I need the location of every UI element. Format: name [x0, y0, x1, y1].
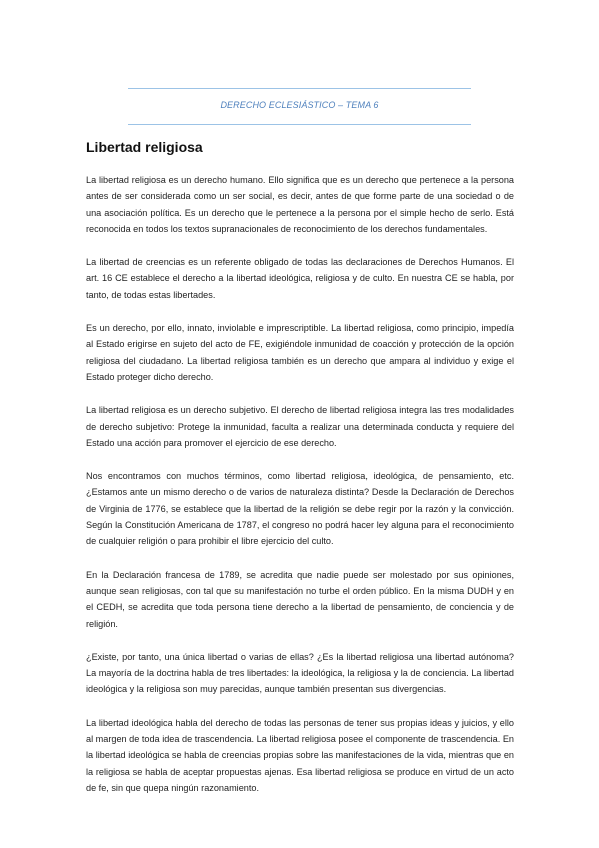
paragraph: La libertad religiosa es un derecho subjetivo. El derecho de libertad religiosa integra las tres modalidades de derecho subjetivo: Protege la inmunidad, faculta a realizar una determinada conducta y requiere del Estado una acción para promover el ejercicio de ese derecho.: [86, 405, 514, 448]
paragraph: La libertad religiosa es un derecho humano. Ello significa que es un derecho que pertenece a la persona antes de ser considerada como un ser social, es decir, antes de que forme parte de una sociedad o de una asociación política. Es un derecho que le pertenece a la persona por el simple hecho de serlo. Está reconocida en todos los textos supranacionales de reconocimiento de los derechos fundamentales.: [86, 175, 514, 234]
header-rule-top: [128, 88, 471, 89]
header-rule-bottom: [128, 124, 471, 125]
paragraph: ¿Existe, por tanto, una única libertad o varias de ellas? ¿Es la libertad religiosa una libertad autónoma? La mayoría de la doctrina habla de tres libertades: la ideológica, la religiosa y la de conciencia. La libertad ideológica y la religiosa son muy parecidas, aunque también presentan sus divergencias.: [86, 651, 514, 695]
paragraph: En la Declaración francesa de 1789, se acredita que nadie puede ser molestado por sus opiniones, aunque sean religiosas, con tal que su manifestación no turbe el orden público. En la misma DUDH y en el CEDH, se acredita que toda persona tiene derecho a la libertad de pensamiento, de conciencia y de religión.: [86, 569, 514, 629]
section-title: Libertad religiosa: [86, 139, 203, 155]
running-header: DERECHO ECLESIÁSTICO – TEMA 6: [220, 100, 379, 110]
paragraph: La libertad ideológica habla del derecho de todas las personas de tener sus propias ideas y juicios, y ello al margen de toda idea de trascendencia. La libertad religiosa posee el componente de trascendencia. En la libertad ideológica se habla de creencias propias sobre las manifestaciones de la vida, mientras que en la religiosa se habla de aceptar propuestas ajenas. Esa libertad religiosa se produce en virtud de un acto de fe, sin que quepa ningún razonamiento.: [86, 717, 514, 793]
body-text: [86, 172, 514, 813]
paragraph: Nos encontramos con muchos términos, como libertad religiosa, ideológica, de pensamiento, etc. ¿Estamos ante un mismo derecho o de varios de naturaleza distinta? Desde la Declaración de Derechos de Virginia de 1776, se establece que la libertad de la religión se debe regir por la razón y la convicción. Según la Constitución Americana de 1787, el congreso no podrá hacer ley alguna para el reconocimiento de cualquier religión o para prohibir el libre ejercicio del culto.: [86, 471, 514, 547]
paragraph: Es un derecho, por ello, innato, inviolable e imprescriptible. La libertad religiosa, como principio, impedía al Estado erigirse en sujeto del acto de FE, exigiéndole inmunidad de coacción y protección de la opción religiosa del ciudadano. La libertad religiosa también es un derecho que ampara al individuo y exige el Estado proteger dicho derecho.: [86, 323, 514, 382]
paragraph: La libertad de creencias es un referente obligado de todas las declaraciones de Derechos Humanos. El art. 16 CE establece el derecho a la libertad ideológica, religiosa y de culto. En nuestra CE se habla, por tanto, de todas estas libertades.: [86, 257, 514, 300]
